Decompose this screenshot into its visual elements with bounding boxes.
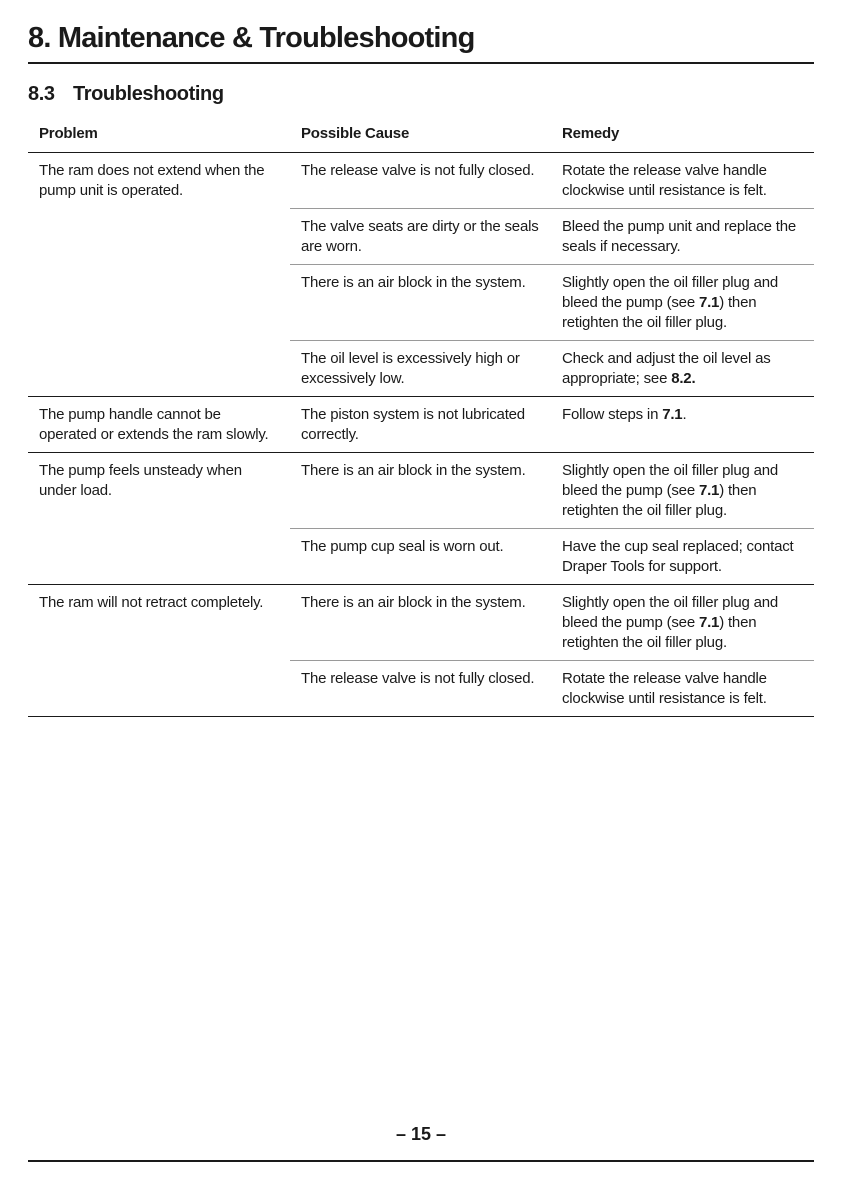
page-title: 8. Maintenance & Troubleshooting xyxy=(28,22,475,54)
page-number: – 15 – xyxy=(395,1124,447,1144)
troubleshooting-table xyxy=(28,116,814,717)
header-remedy: Remedy xyxy=(552,116,814,153)
remedy-cell: Rotate the release valve handle clockwise until resistance is felt. xyxy=(552,153,814,209)
footer-divider xyxy=(28,1160,814,1162)
section-number: 8.3 xyxy=(28,83,55,105)
cause-cell: The pump cup seal is worn out. xyxy=(290,529,552,585)
remedy-cell xyxy=(552,341,814,397)
section-reference: 7.1 xyxy=(698,294,720,311)
table-row xyxy=(28,153,814,209)
title-divider xyxy=(28,62,814,64)
header-cause: Possible Cause xyxy=(290,116,552,153)
table-row xyxy=(28,585,814,661)
section-title: Troubleshooting xyxy=(73,83,224,105)
section-reference: 7.1 xyxy=(698,482,720,499)
header-problem: Problem xyxy=(28,116,290,153)
remedy-text: ) then retighten the oil filler plug. xyxy=(562,614,757,651)
remedy-text: ) then retighten the oil filler plug. xyxy=(562,482,757,519)
cause-cell: The release valve is not fully closed. xyxy=(290,661,552,717)
section-heading xyxy=(28,80,224,108)
cause-cell: The oil level is excessively high or excessively low. xyxy=(290,341,552,397)
remedy-cell xyxy=(552,265,814,341)
section-reference: 7.1 xyxy=(698,614,720,631)
section-reference: 7.1 xyxy=(662,406,683,423)
remedy-text: Slightly open the oil filler plug and bleed the pump (see xyxy=(562,274,779,311)
cause-cell: There is an air block in the system. xyxy=(290,265,552,341)
cause-cell: There is an air block in the system. xyxy=(290,585,552,661)
remedy-cell xyxy=(552,453,814,529)
remedy-text: . xyxy=(682,406,687,423)
problem-cell: The ram does not extend when the pump unit is operated. xyxy=(28,153,290,397)
remedy-text: Follow steps in xyxy=(562,406,663,423)
cause-cell: There is an air block in the system. xyxy=(290,453,552,529)
remedy-cell: Bleed the pump unit and replace the seals if necessary. xyxy=(552,209,814,265)
problem-cell: The ram will not retract completely. xyxy=(28,585,290,717)
table-header-row xyxy=(28,116,814,153)
cause-cell: The valve seats are dirty or the seals are worn. xyxy=(290,209,552,265)
remedy-text: Slightly open the oil filler plug and bleed the pump (see xyxy=(562,594,779,631)
remedy-text: ) then retighten the oil filler plug. xyxy=(562,294,757,331)
problem-cell: The pump handle cannot be operated or extends the ram slowly. xyxy=(28,397,290,453)
remedy-cell: Rotate the release valve handle clockwise until resistance is felt. xyxy=(552,661,814,717)
remedy-cell: Have the cup seal replaced; contact Draper Tools for support. xyxy=(552,529,814,585)
cause-cell: The piston system is not lubricated correctly. xyxy=(290,397,552,453)
table-row xyxy=(28,453,814,529)
cause-cell: The release valve is not fully closed. xyxy=(290,153,552,209)
remedy-text: Check and adjust the oil level as appropriate; see xyxy=(562,350,771,387)
table-row xyxy=(28,397,814,453)
remedy-text: Slightly open the oil filler plug and bleed the pump (see xyxy=(562,462,779,499)
section-reference: 8.2. xyxy=(671,370,696,387)
remedy-cell xyxy=(552,585,814,661)
remedy-cell xyxy=(552,397,814,453)
problem-cell: The pump feels unsteady when under load. xyxy=(28,453,290,585)
